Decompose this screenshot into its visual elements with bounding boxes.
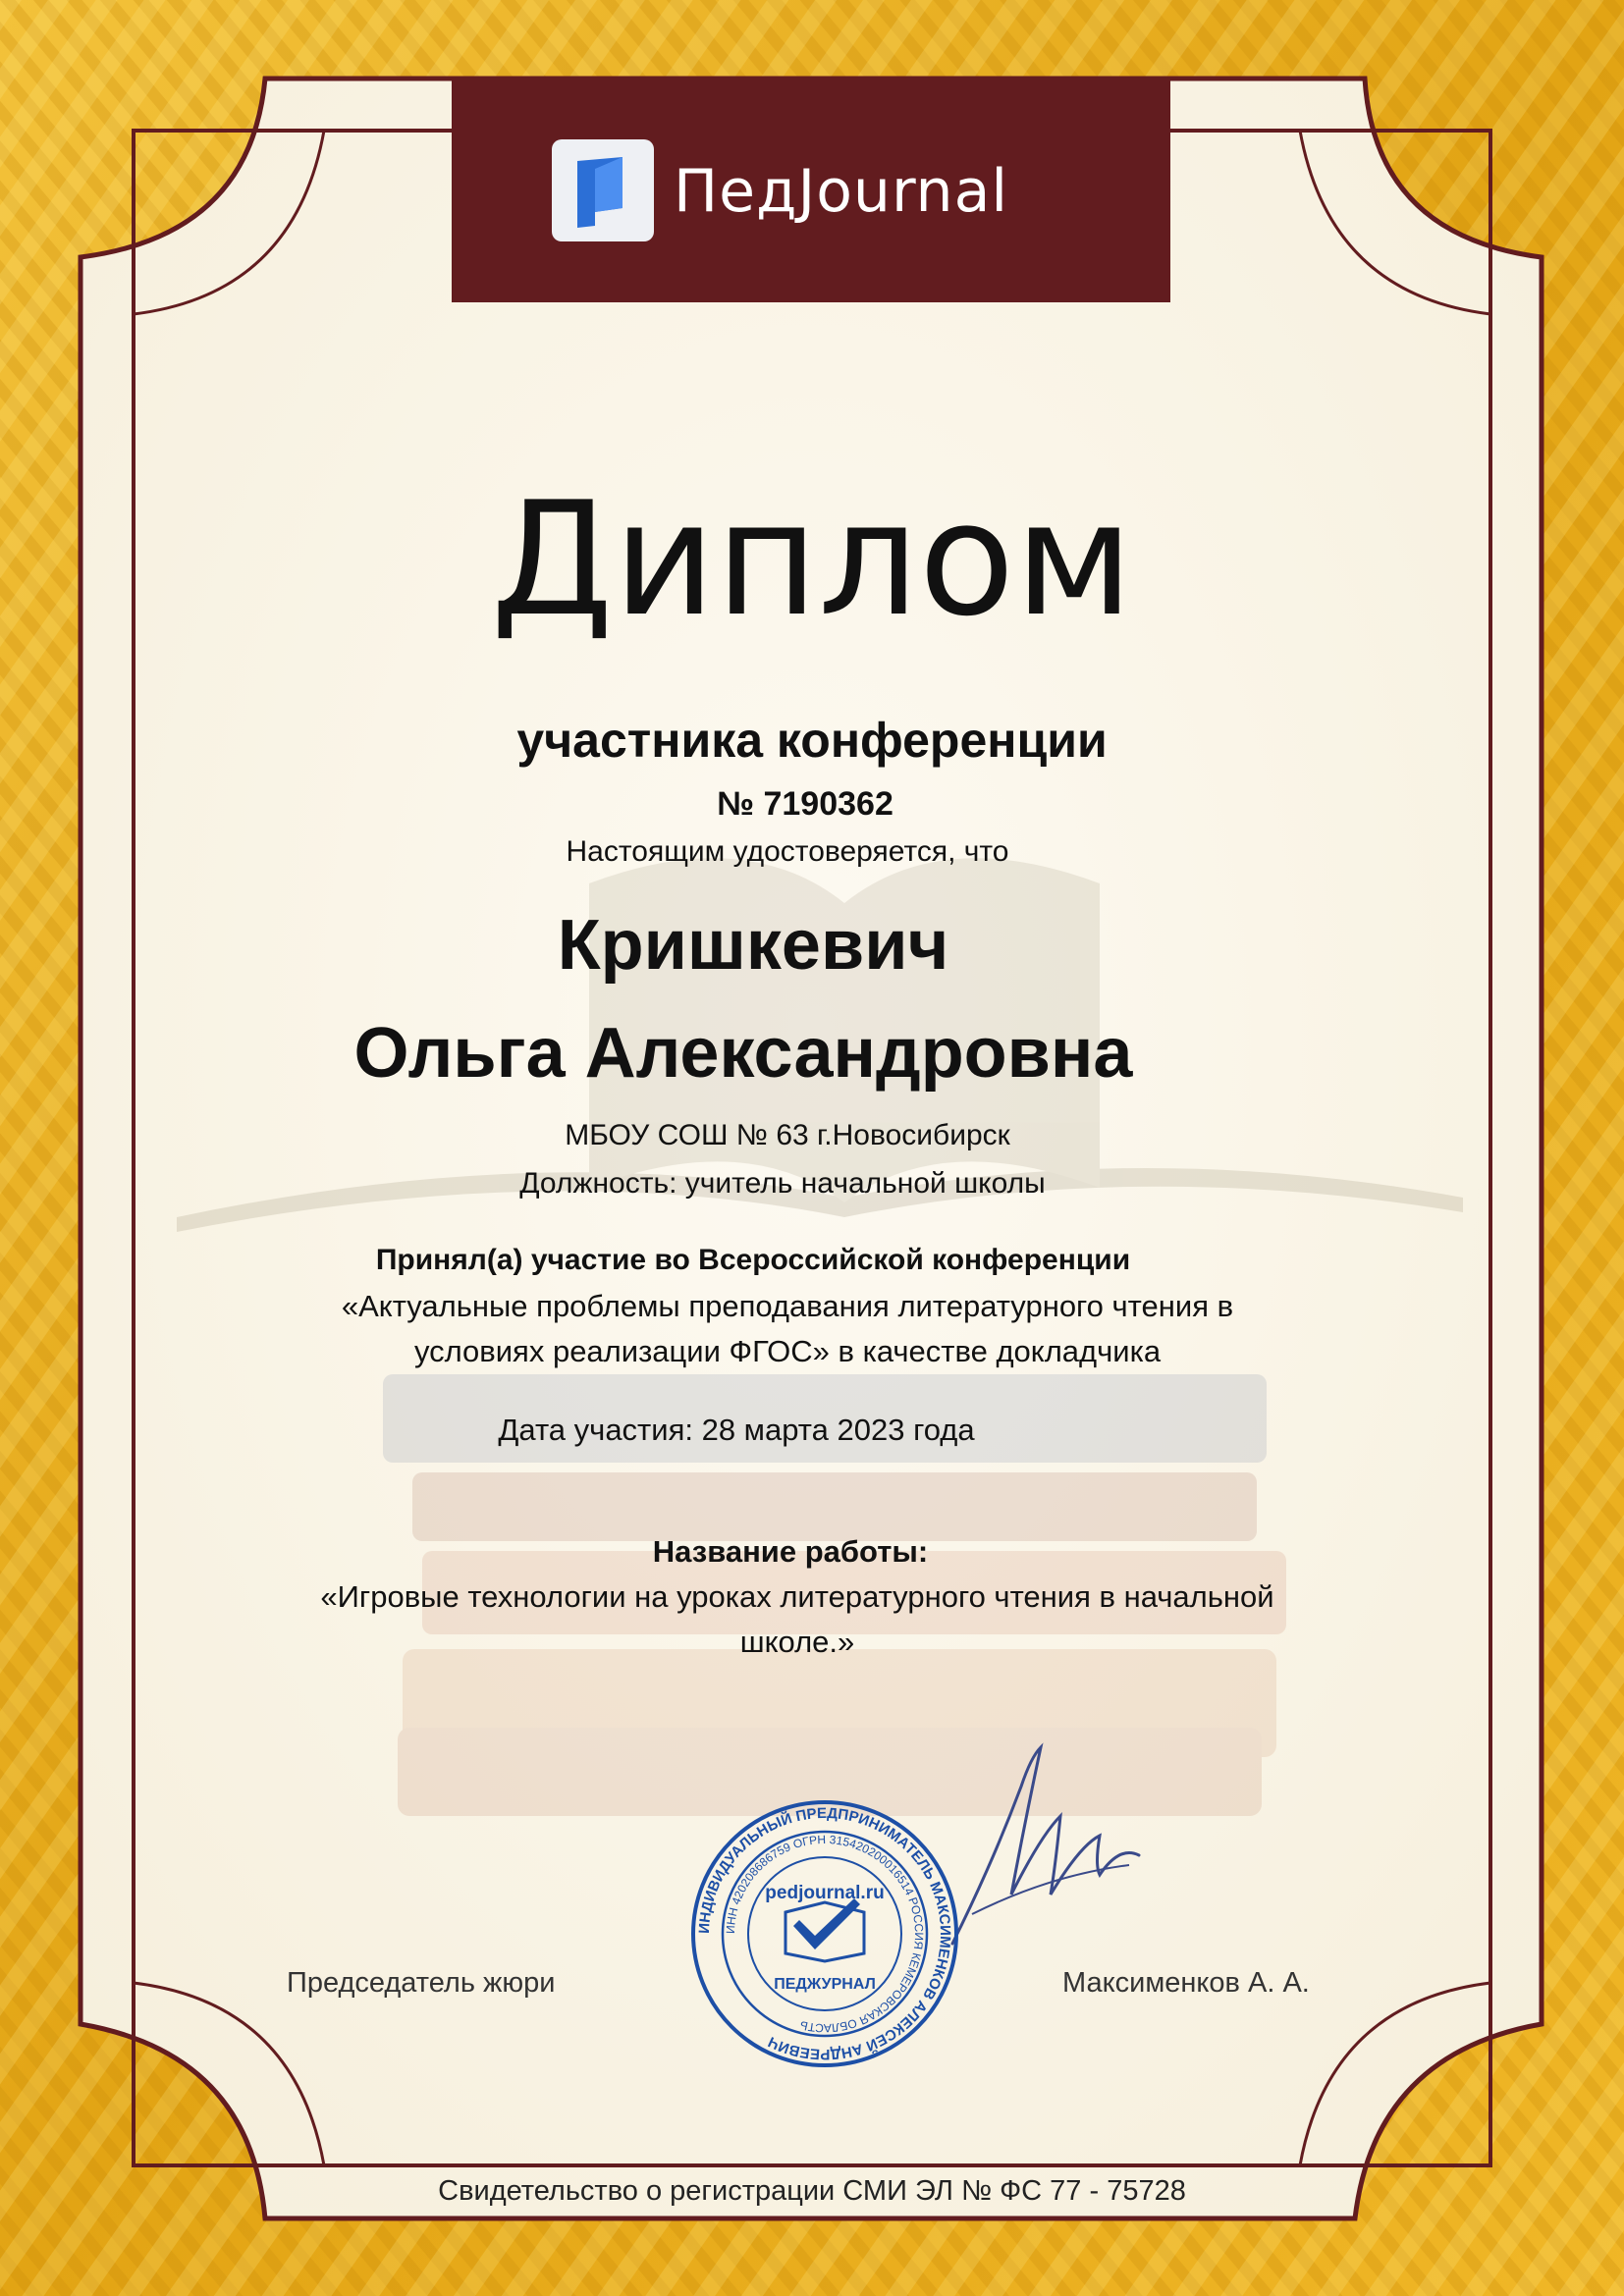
participation-date: Дата участия: 28 марта 2023 года: [498, 1413, 975, 1447]
signatory-name: Максименков А. А.: [1062, 1967, 1310, 1999]
stamp-site: pedjournal.ru: [765, 1883, 885, 1903]
conference-title-line2: условиях реализации ФГОС» в качестве докладчика: [413, 1334, 1162, 1368]
certify-intro: Настоящим удостоверяется, что: [566, 835, 1009, 868]
diploma-number: № 7190362: [717, 785, 893, 823]
conference-title-line1: «Актуальные проблемы преподавания литературного чтения в: [341, 1289, 1234, 1323]
recipient-school: МБОУ СОШ № 63 г.Новосибирск: [565, 1119, 1010, 1151]
diploma-title: Диплом: [490, 467, 1134, 651]
brand-name: ПедJournal: [674, 157, 1009, 226]
diploma-subtitle: участника конференции: [516, 713, 1108, 768]
recipient-surname: Кришкевич: [557, 906, 949, 985]
jury-chair-label: Председатель жюри: [287, 1967, 556, 1999]
stamp-name: ПЕДЖУРНАЛ: [774, 1976, 876, 1993]
work-title-heading: Название работы:: [652, 1534, 929, 1569]
stamp-check-icon: [793, 1898, 860, 1949]
official-stamp: [687, 1796, 962, 2071]
participation-heading: Принял(а) участие во Всероссийской конференции: [375, 1244, 1131, 1276]
stamp-inner-text: ИНН 420208686759 ОГРН 315420200016514 РОССИЯ КЕМЕРОВСКАЯ ОБЛАСТЬ: [723, 1832, 927, 2036]
handwritten-signature: [933, 1728, 1159, 1963]
work-title-line2: школе.»: [739, 1625, 855, 1659]
stamp-outer-text: ИНДИВИДУАЛЬНЫЙ ПРЕДПРИНИМАТЕЛЬ МАКСИМЕНКОВ АЛЕКСЕЙ АНДРЕЕВИЧ: [695, 1804, 954, 2063]
work-title-line1: «Игровые технологии на уроках литературного чтения в начальной: [320, 1579, 1274, 1614]
recipient-given-names: Ольга Александровна: [353, 1014, 1133, 1093]
pedjournal-logo-icon: [552, 139, 654, 241]
recipient-position: Должность: учитель начальной школы: [519, 1167, 1046, 1200]
media-registration: Свидетельство о регистрации СМИ ЭЛ № ФС 77 - 75728: [438, 2175, 1186, 2207]
